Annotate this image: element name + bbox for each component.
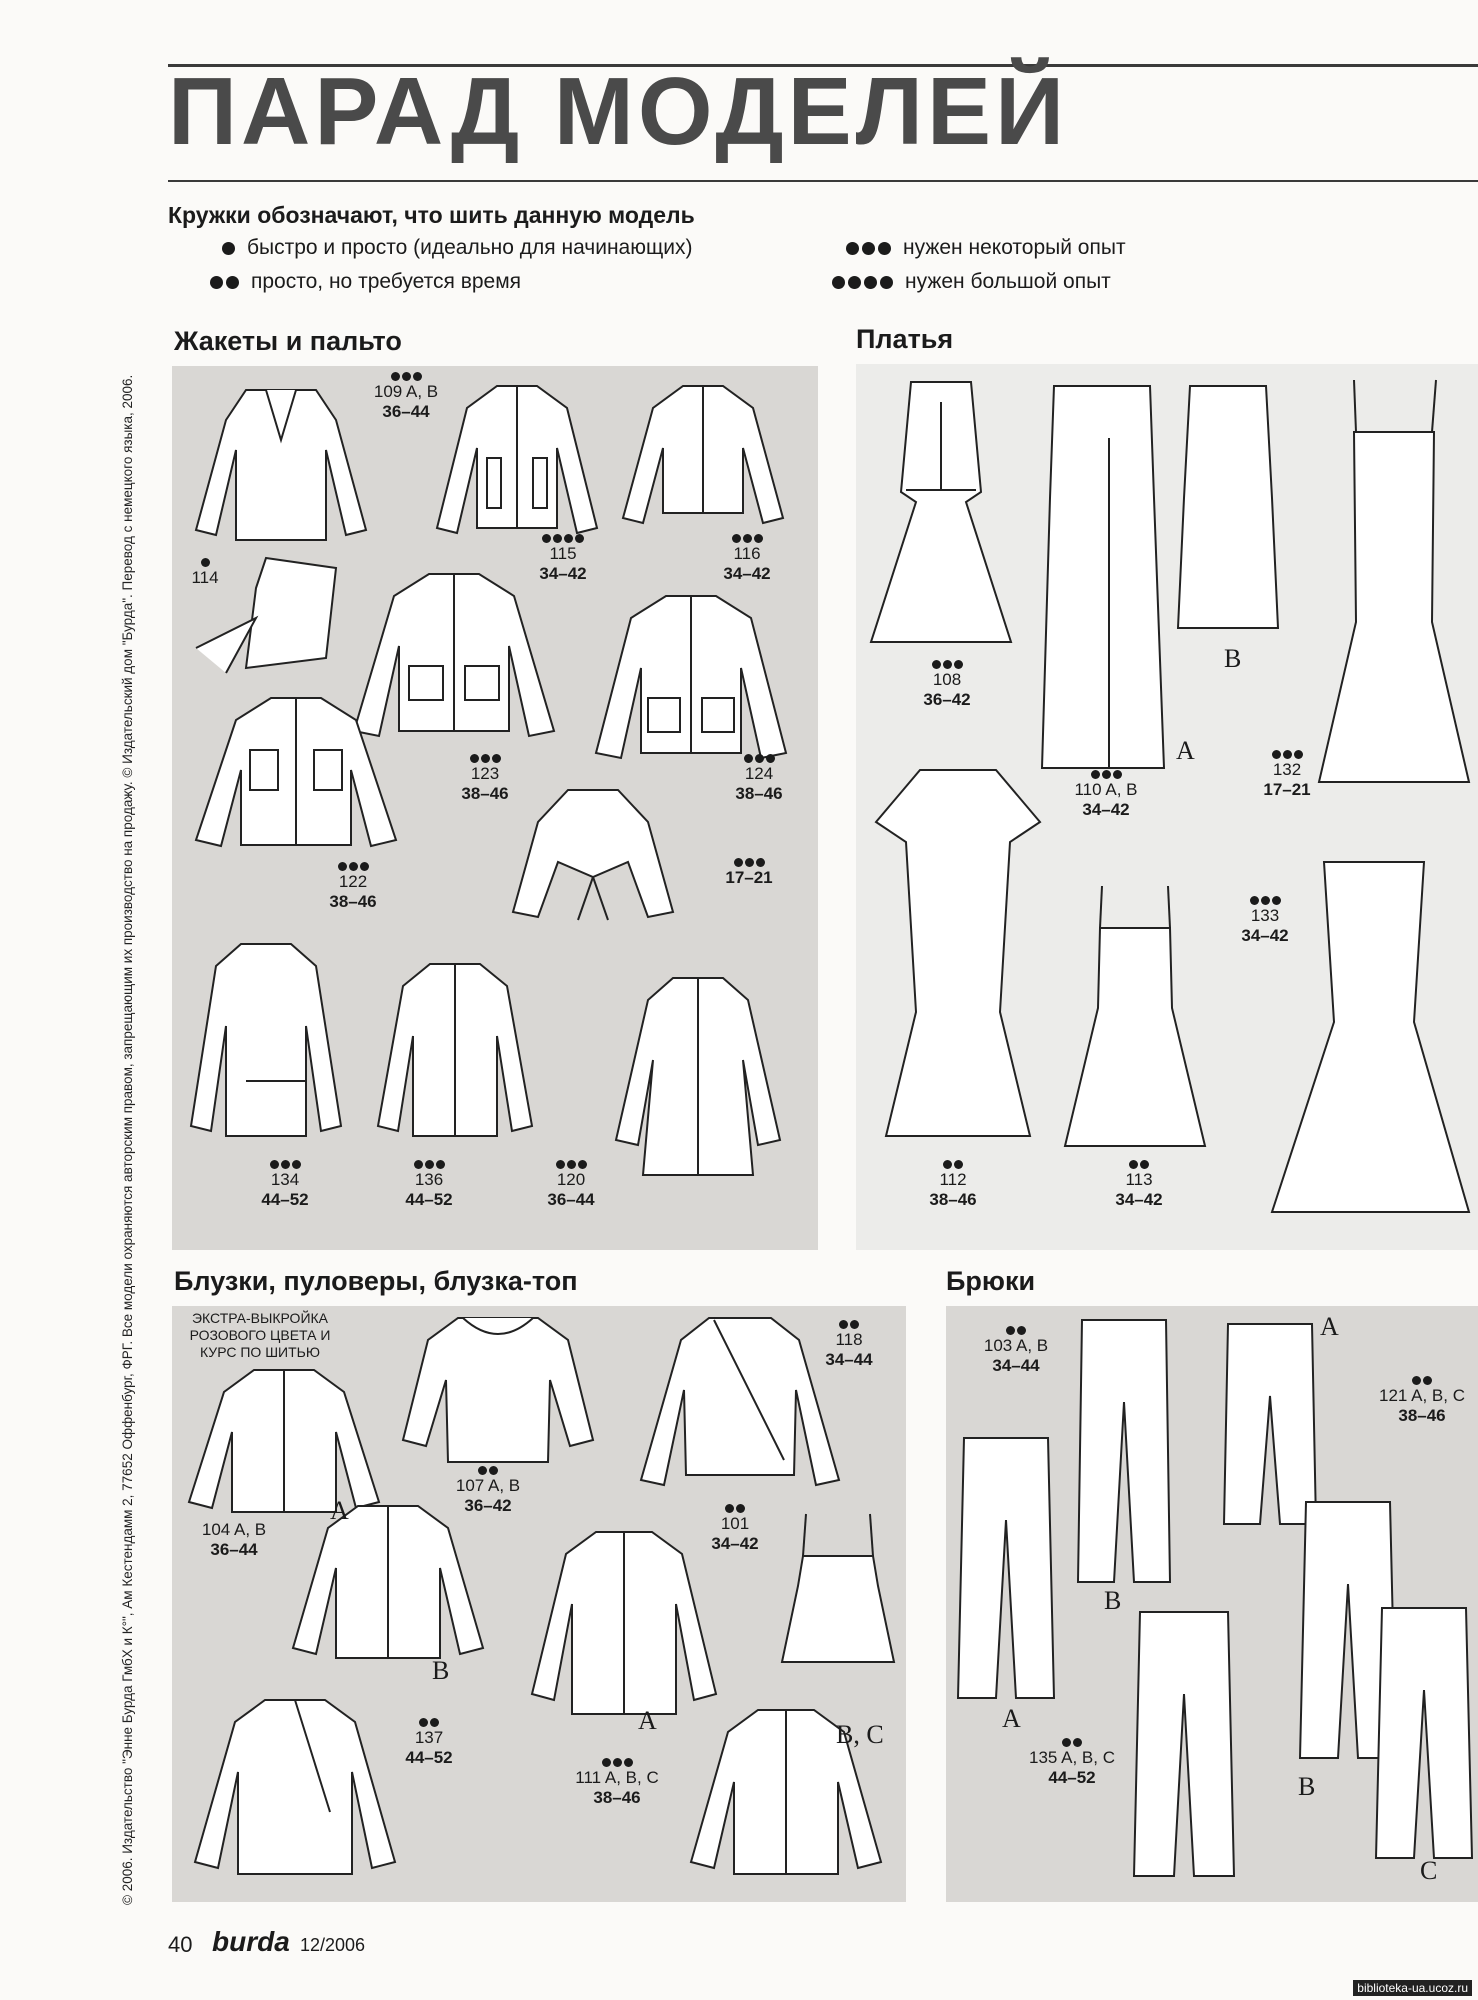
difficulty-dots <box>356 372 456 381</box>
model-label-103: 103 A, B 34–44 <box>966 1326 1066 1375</box>
variant-letter: C <box>1420 1856 1438 1885</box>
section-title-trousers: Брюки <box>946 1266 1036 1296</box>
model-label-112: 112 38–46 <box>910 1160 996 1209</box>
variant-letter: A <box>1320 1312 1339 1341</box>
trousers-135c-drawing <box>1372 1600 1476 1864</box>
variant-letter: B <box>1224 644 1242 673</box>
legend-heading: Кружки обозначают, что шить данную модель <box>168 202 695 228</box>
variant-letter: A <box>638 1706 657 1735</box>
difficulty-dots <box>386 1718 472 1727</box>
variant-letter: B <box>432 1656 450 1685</box>
model-label-118: 118 34–44 <box>806 1320 892 1369</box>
difficulty-dots <box>1016 1738 1128 1747</box>
difficulty-dots <box>1056 770 1156 779</box>
variant-letter: A <box>330 1496 349 1525</box>
difficulty-dots <box>832 276 893 289</box>
model-label-135: 135 A, B, C 44–52 <box>1016 1738 1128 1787</box>
jacket-136-drawing <box>372 956 538 1152</box>
difficulty-dots <box>966 1326 1066 1335</box>
jacket-114-drawing <box>186 380 376 550</box>
variant-letter: A <box>1176 736 1195 765</box>
blouse-111a-drawing <box>526 1524 722 1720</box>
model-label-124: 124 38–46 <box>716 754 802 803</box>
jacket-124-drawing <box>586 588 796 768</box>
section-title-blouses: Блузки, пуловеры, блузка-топ <box>174 1266 578 1296</box>
dress-110a-drawing <box>1034 378 1170 778</box>
model-label-109: 109 A, B 36–44 <box>356 372 456 421</box>
model-label-136: 136 44–52 <box>386 1160 472 1209</box>
difficulty-dots <box>562 1758 672 1767</box>
trousers-103a-drawing <box>954 1430 1058 1704</box>
model-label-133: 133 34–42 <box>1222 896 1308 945</box>
model-label-132: 132 17–21 <box>1244 750 1330 799</box>
difficulty-dots <box>692 1504 778 1513</box>
jacket-115-drawing <box>432 378 602 548</box>
model-label-101: 101 34–42 <box>692 1504 778 1553</box>
difficulty-dots <box>704 534 790 543</box>
difficulty-dots <box>442 754 528 763</box>
model-label-113: 113 34–42 <box>1096 1160 1182 1209</box>
model-label-104: 104 A, B 36–44 <box>201 1520 267 1559</box>
dress-110b-drawing <box>1172 378 1284 636</box>
difficulty-dots <box>706 858 792 867</box>
difficulty-dots <box>386 1160 472 1169</box>
dress-108-drawing <box>866 372 1016 652</box>
trousers-135b-drawing <box>1130 1604 1238 1882</box>
difficulty-dots <box>1244 750 1330 759</box>
jacket-116-drawing <box>618 378 788 528</box>
difficulty-dots <box>180 558 230 567</box>
copyright-side-text: © 2006. Издательство "Энне Бурда ГмбХ и К°", Ам Кестендамм 2, 77652 Оффенбург, ФРГ. Все модели охраняются авторским правом, запрещающим их производство на продажу. © Издательский дом "Бурда". Перевод с немецкого языка, 2006. <box>120 374 135 1905</box>
model-label-108: 108 36–42 <box>904 660 990 709</box>
difficulty-dots <box>210 276 239 289</box>
difficulty-dots <box>222 242 235 255</box>
model-label-114: 114 <box>180 558 230 588</box>
model-label-121: 121 A, B, C 38–46 <box>1366 1376 1478 1425</box>
section-title-dresses: Платья <box>856 324 954 354</box>
difficulty-dots <box>904 660 990 669</box>
difficulty-dots <box>806 1320 892 1329</box>
difficulty-dots <box>716 754 802 763</box>
model-label-107: 107 A, B 36–42 <box>438 1466 538 1515</box>
title-rule <box>168 180 1478 182</box>
difficulty-dots <box>520 534 606 543</box>
burda-logo: burda <box>212 1926 290 1957</box>
top-101-drawing <box>778 1506 898 1670</box>
difficulty-dots <box>910 1160 996 1169</box>
model-label-116: 116 34–42 <box>704 534 790 583</box>
model-label-117: 17–21 <box>706 858 792 888</box>
difficulty-dots <box>1096 1160 1182 1169</box>
model-label-137: 137 44–52 <box>386 1718 472 1767</box>
blouse-137-drawing <box>190 1692 400 1882</box>
legend-text: просто, но требуется время <box>251 270 522 293</box>
model-label-122: 122 38–46 <box>310 862 396 911</box>
legend-text: нужен большой опыт <box>905 270 1111 293</box>
dress-132-drawing <box>1314 372 1474 792</box>
model-label-110: 110 A, B 34–42 <box>1056 770 1156 819</box>
section-title-jackets: Жакеты и пальто <box>174 326 402 356</box>
difficulty-dots <box>1366 1376 1478 1385</box>
page-number: 40 <box>168 1932 193 1957</box>
variant-letter: B <box>1104 1586 1122 1615</box>
dress-113-drawing <box>1060 878 1210 1156</box>
source-watermark: biblioteka-ua.ucoz.ru <box>1353 1980 1472 1996</box>
top-107-drawing <box>398 1310 598 1470</box>
variant-letter: B, C <box>836 1720 884 1749</box>
legend-item-1 <box>222 236 693 260</box>
difficulty-dots <box>528 1160 614 1169</box>
difficulty-dots <box>242 1160 328 1169</box>
legend-text: нужен некоторый опыт <box>903 236 1126 259</box>
model-label-123: 123 38–46 <box>442 754 528 803</box>
legend-item-2 <box>210 270 521 294</box>
model-label-115: 115 34–42 <box>520 534 606 583</box>
extra-pattern-note: ЭКСТРА-ВЫКРОЙКА РОЗОВОГО ЦВЕТА И КУРС ПО ШИТЬЮ <box>189 1310 331 1360</box>
jacket-134-drawing <box>186 936 346 1156</box>
difficulty-dots <box>310 862 396 871</box>
dress-112-drawing <box>870 762 1046 1144</box>
jacket-122-drawing <box>186 690 406 860</box>
legend-item-4 <box>832 270 1111 294</box>
model-label-134: 134 44–52 <box>242 1160 328 1209</box>
coat-120-drawing <box>608 970 788 1182</box>
trousers-121a-drawing <box>1074 1312 1174 1588</box>
difficulty-dots <box>1222 896 1308 905</box>
variant-letter: B <box>1298 1772 1316 1801</box>
bolero-117-drawing <box>508 782 678 922</box>
model-label-120: 120 36–44 <box>528 1160 614 1209</box>
difficulty-dots <box>438 1466 538 1475</box>
variant-letter: A <box>1002 1704 1021 1733</box>
model-label-111: 111 A, B, C 38–46 <box>562 1758 672 1807</box>
blouse-104b-drawing <box>288 1498 488 1668</box>
issue-date: 12/2006 <box>300 1935 366 1955</box>
legend-text: быстро и просто (идеально для начинающих) <box>247 236 693 259</box>
difficulty-dots <box>846 242 891 255</box>
page-title: ПАРАД МОДЕЛЕЙ <box>168 58 1069 165</box>
legend-item-3 <box>846 236 1126 260</box>
